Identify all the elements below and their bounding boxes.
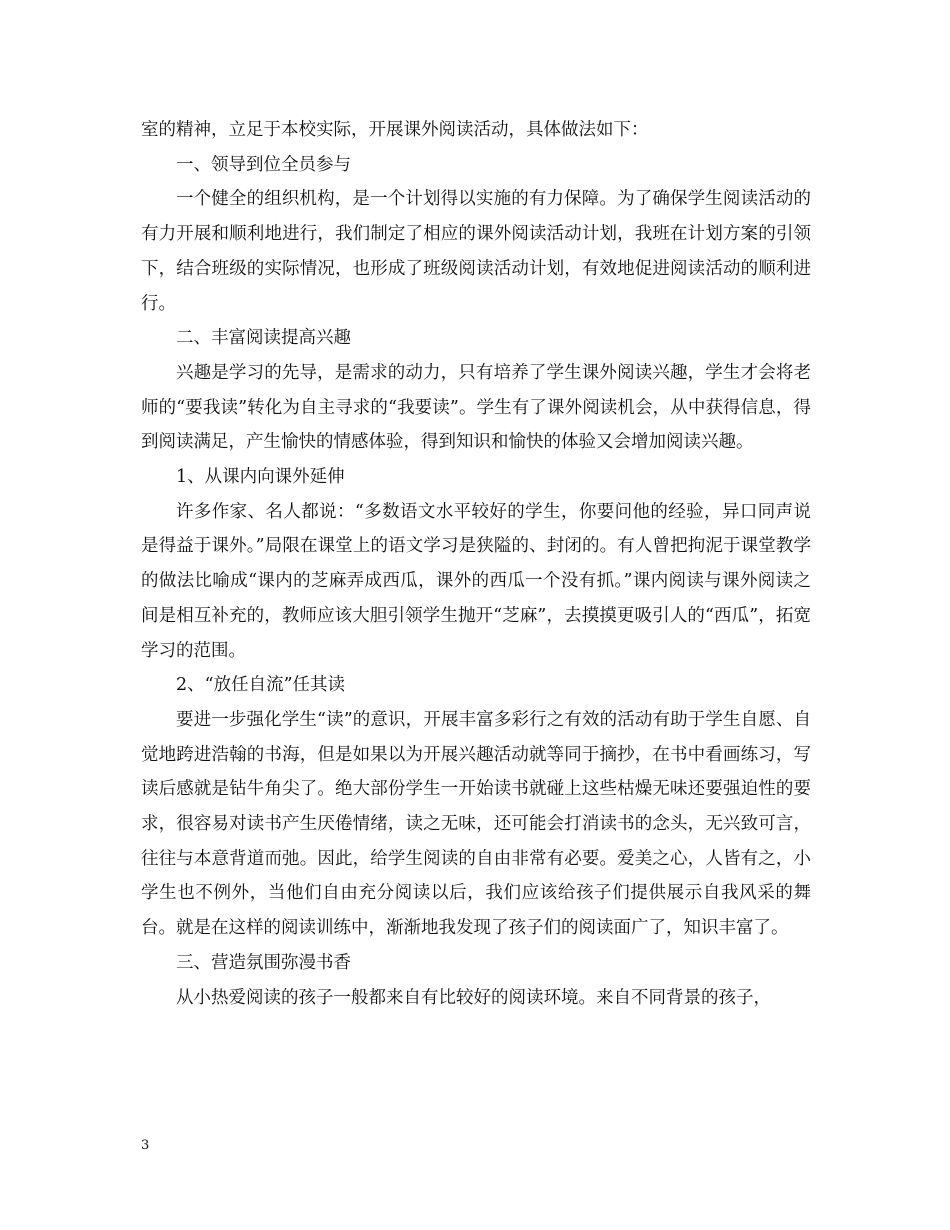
paragraph: 要进一步强化学生“读”的意识，开展丰富多彩行之有效的活动有助于学生自愿、自觉地跨进浩翰的书海，但是如果以为开展兴趣活动就等同于摘抄，在书中看画练习，写读后感就是钻牛角尖了。绝大部份学生一开始读书就碰上这些枯燥无味还要强迫性的要求，很容易对读书产生厌倦情绪，读之无味，还可能会打消读书的念头，无兴致可言，往往与本意背道而弛。因此，给学生阅读的自由非常有必要。爱美之心，人皆有之，小学生也不例外，当他们自由充分阅读以后，我们应该给孩子们提供展示自我风采的舞台。就是在这样的阅读训练中，渐渐地我发现了孩子们的阅读面广了，知识丰富了。	[141, 709, 811, 939]
section-heading: 三、营造氛围弥漫书香	[176, 952, 351, 973]
paragraph: 一个健全的组织机构，是一个计划得以实施的有力保障。为了确保学生阅读活动的有力开展和顺利地进行，我们制定了相应的课外阅读活动计划，我班在计划方案的引领下，结合班级的实际情况，也形成了班级阅读活动计划，有效地促进阅读活动的顺利进行。	[141, 189, 811, 314]
paragraph: 兴趣是学习的先导，是需求的动力，只有培养了学生课外阅读兴趣，学生才会将老师的“要我读”转化为自主寻求的“我要读”。学生有了课外阅读机会，从中获得信息，得到阅读满足，产生愉快的情感体验，得到知识和愉快的体验又会增加阅读兴趣。	[141, 362, 811, 453]
subsection-heading: 1、从课内向课外延伸	[176, 467, 345, 488]
subsection-heading: 2、“放任自流”任其读	[176, 675, 346, 696]
section-heading: 二、丰富阅读提高兴趣	[176, 328, 351, 349]
paragraph: 室的精神，立足于本校实际，开展课外阅读活动，具体做法如下：	[141, 120, 649, 140]
page-number: 3	[141, 1138, 150, 1153]
document-body	[141, 113, 811, 1015]
section-heading: 一、领导到位全员参与	[176, 154, 351, 175]
paragraph: 许多作家、名人都说：“多数语文水平较好的学生，你要问他的经验，异口同声说是得益于课外。”局限在课堂上的语文学习是狭隘的、封闭的。有人曾把拘泥于课堂教学的做法比喻成“课内的芝麻弄成西瓜，课外的西瓜一个没有抓。”课内阅读与课外阅读之间是相互补充的，教师应该大胆引领学生抛开“芝麻”，去摸摸更吸引人的“西瓜”，拓宽学习的范围。	[141, 501, 811, 661]
paragraph: 从小热爱阅读的孩子一般都来自有比较好的阅读环境。来自不同背景的孩子，	[176, 987, 771, 1008]
